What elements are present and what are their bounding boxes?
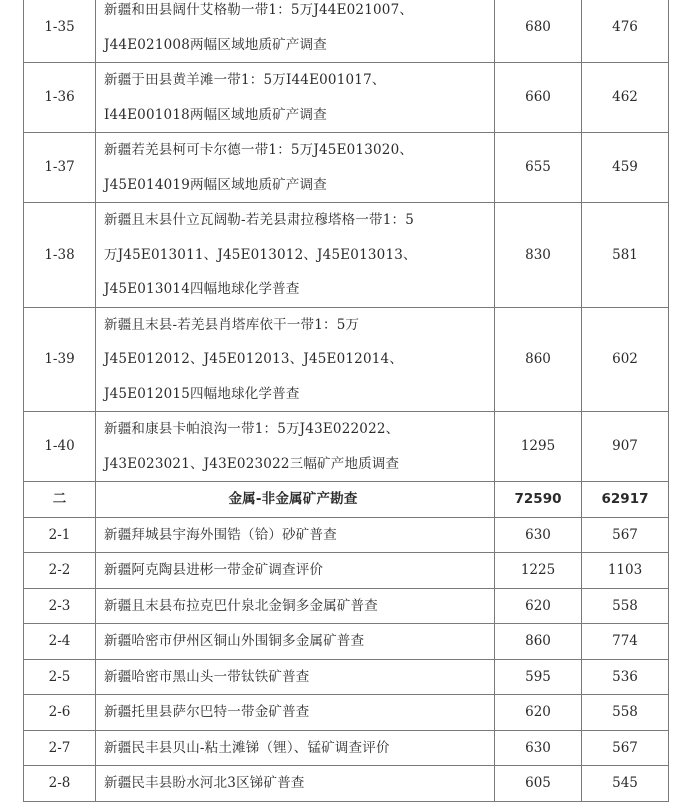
total-budget-cell: 630 bbox=[495, 517, 582, 553]
project-id-cell: 2-2 bbox=[24, 553, 96, 589]
project-name-cell bbox=[96, 63, 495, 133]
total-budget-cell: 72590 bbox=[495, 482, 582, 518]
project-id-cell: 2-3 bbox=[24, 588, 96, 624]
project-name-line: 新疆若羌县柯可卡尔德一带1：5万J45E013020、 bbox=[104, 142, 414, 158]
total-budget-cell: 830 bbox=[495, 203, 582, 308]
project-id-cell: 2-1 bbox=[24, 517, 96, 553]
allocated-budget-cell: 774 bbox=[582, 624, 669, 660]
total-budget-cell: 860 bbox=[495, 307, 582, 412]
project-name-line: 新疆且末县-若羌县肖塔库依干一带1：5万 bbox=[104, 316, 360, 333]
project-name-line: 万J45E013011、J45E013012、J45E013013、 bbox=[104, 246, 417, 263]
project-name-line: 新疆民丰县盼水河北3区锑矿普查 bbox=[104, 775, 305, 791]
project-name-cell bbox=[96, 588, 495, 624]
project-name-line: 新疆且末县布拉克巴什泉北金铜多金属矿普查 bbox=[104, 597, 378, 614]
allocated-budget-cell: 567 bbox=[582, 517, 669, 553]
project-name-cell bbox=[96, 133, 495, 203]
project-id-cell: 2-8 bbox=[24, 766, 96, 802]
project-id-cell: 1-40 bbox=[24, 412, 96, 482]
allocated-budget-cell: 545 bbox=[582, 766, 669, 802]
total-budget-cell: 630 bbox=[495, 730, 582, 766]
project-id-cell: 1-39 bbox=[24, 307, 96, 412]
allocated-budget-cell: 459 bbox=[582, 133, 669, 203]
project-id-cell: 1-37 bbox=[24, 133, 96, 203]
project-name-line: J45E014019两幅区域地质矿产调查 bbox=[104, 176, 327, 193]
project-budget-table bbox=[23, 0, 669, 802]
total-budget-cell: 605 bbox=[495, 766, 582, 802]
table-row bbox=[24, 63, 669, 133]
table-row bbox=[24, 659, 669, 695]
table-row bbox=[24, 730, 669, 766]
total-budget-cell: 680 bbox=[495, 0, 582, 63]
project-id-cell: 1-35 bbox=[24, 0, 96, 63]
total-budget-cell: 660 bbox=[495, 63, 582, 133]
project-name-line: J45E012015四幅地球化学普查 bbox=[104, 385, 300, 402]
table-row bbox=[24, 553, 669, 589]
project-name-cell bbox=[96, 659, 495, 695]
project-name-line: J45E012012、J45E012013、J45E012014、 bbox=[104, 351, 404, 367]
table-row bbox=[24, 307, 669, 412]
total-budget-cell: 620 bbox=[495, 588, 582, 624]
section-row bbox=[24, 482, 669, 518]
project-name-line: 新疆和康县卡帕浪沟一带1：5万J43E022022、 bbox=[104, 421, 400, 437]
table-row bbox=[24, 412, 669, 482]
total-budget-cell: 1295 bbox=[495, 412, 582, 482]
project-name-line: I44E001018两幅区域地质矿产调查 bbox=[104, 106, 327, 123]
project-name-cell bbox=[96, 203, 495, 308]
table-row bbox=[24, 133, 669, 203]
project-name-line: 新疆阿克陶县进彬一带金矿调查评价 bbox=[104, 562, 324, 578]
project-name-line: 新疆哈密市黑山头一带钛铁矿普查 bbox=[104, 668, 310, 685]
table-row bbox=[24, 517, 669, 553]
project-name-line: 新疆民丰县贝山-粘土滩锑（锂）、锰矿调查评价 bbox=[104, 739, 390, 756]
allocated-budget-cell: 476 bbox=[582, 0, 669, 63]
project-name-line: 新疆拜城县宇海外围锆（铪）砂矿普查 bbox=[104, 526, 337, 543]
allocated-budget-cell: 462 bbox=[582, 63, 669, 133]
project-name-cell bbox=[96, 695, 495, 731]
project-id-cell: 2-5 bbox=[24, 659, 96, 695]
project-id-cell: 2-7 bbox=[24, 730, 96, 766]
allocated-budget-cell: 567 bbox=[582, 730, 669, 766]
project-name-cell bbox=[96, 766, 495, 802]
allocated-budget-cell: 907 bbox=[582, 412, 669, 482]
allocated-budget-cell: 62917 bbox=[582, 482, 669, 518]
project-name-cell bbox=[96, 0, 495, 63]
project-name-cell bbox=[96, 517, 495, 553]
project-name-line: J43E023021、J43E023022三幅矿产地质调查 bbox=[104, 455, 400, 472]
allocated-budget-cell: 602 bbox=[582, 307, 669, 412]
allocated-budget-cell: 536 bbox=[582, 659, 669, 695]
allocated-budget-cell: 558 bbox=[582, 695, 669, 731]
project-name-cell bbox=[96, 730, 495, 766]
table-row bbox=[24, 695, 669, 731]
total-budget-cell: 620 bbox=[495, 695, 582, 731]
table-row bbox=[24, 588, 669, 624]
project-name-cell bbox=[96, 553, 495, 589]
project-name-cell bbox=[96, 412, 495, 482]
project-name-cell bbox=[96, 307, 495, 412]
project-name-line: 新疆且末县什立瓦阔勒-若羌县肃拉穆塔格一带1：5 bbox=[104, 212, 415, 228]
table-row bbox=[24, 766, 669, 802]
project-name-line: 新疆和田县阔什艾格勒一带1：5万J44E021007、 bbox=[104, 2, 414, 18]
allocated-budget-cell: 1103 bbox=[582, 553, 669, 589]
allocated-budget-cell: 581 bbox=[582, 203, 669, 308]
total-budget-cell: 860 bbox=[495, 624, 582, 660]
total-budget-cell: 655 bbox=[495, 133, 582, 203]
project-id-cell: 2-4 bbox=[24, 624, 96, 660]
project-name-line: 新疆托里县萨尔巴特一带金矿普查 bbox=[104, 704, 310, 720]
table-row bbox=[24, 624, 669, 660]
project-name-line: J45E013014四幅地球化学普查 bbox=[104, 281, 300, 297]
project-id-cell: 2-6 bbox=[24, 695, 96, 731]
table-body bbox=[24, 0, 669, 801]
table-row bbox=[24, 0, 669, 63]
project-id-cell: 1-38 bbox=[24, 203, 96, 308]
project-name-cell bbox=[96, 624, 495, 660]
table-row bbox=[24, 203, 669, 308]
project-name-line: J44E021008两幅区域地质矿产调查 bbox=[104, 36, 327, 53]
project-id-cell: 1-36 bbox=[24, 63, 96, 133]
allocated-budget-cell: 558 bbox=[582, 588, 669, 624]
project-name-line: 新疆于田县黄羊滩一带1：5万I44E001017、 bbox=[104, 72, 386, 88]
project-name-cell: 金属-非金属矿产勘查 bbox=[96, 482, 495, 518]
project-name-line: 新疆哈密市伊州区铜山外围铜多金属矿普查 bbox=[104, 633, 365, 649]
total-budget-cell: 1225 bbox=[495, 553, 582, 589]
project-id-cell: 二 bbox=[24, 482, 96, 518]
total-budget-cell: 595 bbox=[495, 659, 582, 695]
